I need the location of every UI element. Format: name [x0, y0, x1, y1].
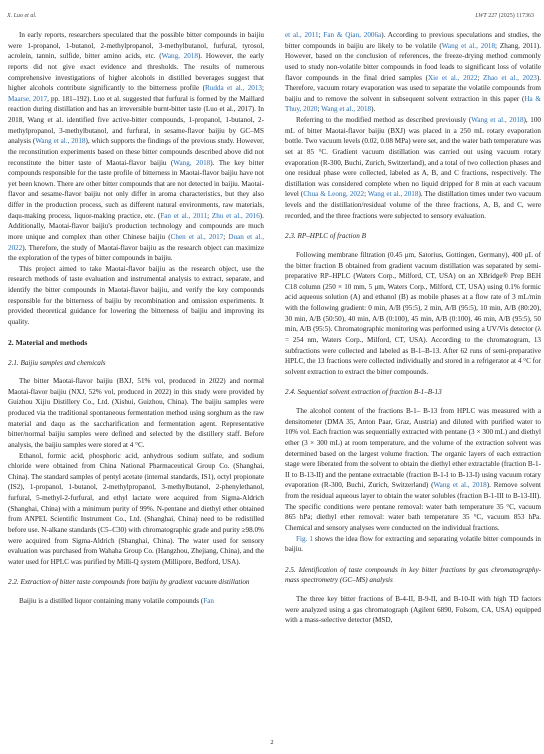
text-run: ). Therefore, vacuum rotary evaporation was used to separate the volatile compounds from baijiu and to remove the solvent in subsequent solvent extraction in this paper ( — [285, 73, 542, 103]
citation-link[interactable]: Wang et al., 2018 — [471, 116, 524, 124]
citation-link[interactable]: Chua & Leong, 2022 — [303, 190, 365, 199]
citation-link[interactable]: Zhu et al., 2016 — [211, 211, 260, 220]
text-run: ). Therefore, the study of Maotai-flavor baijiu as the research object can maximize the exploration of the types of bitter compounds in baijiu. — [8, 243, 264, 263]
running-header-journal — [475, 13, 534, 19]
citation-link[interactable]: Fan — [203, 597, 214, 605]
text-run: ; — [364, 190, 368, 199]
paragraph — [8, 30, 264, 264]
citation-link[interactable]: Rudda et al., 2013 — [204, 84, 262, 93]
subsection-heading: 2.3. RP–HPLC of fraction B — [285, 232, 366, 241]
text-run: ; — [477, 73, 484, 82]
subsection-heading: 2.2. Extraction of bitter taste compounds from baijiu by gradient vacuum distillation — [8, 578, 250, 587]
paragraph: The bitter Maotai-flavor baijiu (BXJ, 51% vol, produced in 2022) and normal Maotai-flavor baijiu (NXJ, 52% vol, produced in 2022) in this study were provided by Guizhou Xijiu Distillery Co., Ltd. (Xishui, Guizhou, China). The baijiu samples were produced via the traditional spontaneous fermentation method using sorghum as the raw material and daqu as the saccharification and fermentation agent. Representative bitter/normal baijiu samples were defined and selected by the distillery staff. Before analysis, the baijiu samples were stored at 4 °C. — [8, 377, 264, 449]
subsection-heading: 2.5. Identification of taste compounds in key bitter fractions by gas chromatography-mass spectrometry (GC–MS) analysis — [285, 565, 541, 585]
paragraph: This project aimed to take Maotai-flavor baijiu as the research object, use the research methods of taste evaluation and instrumental analysis to extract, separate, and identify the bitter compounds in Maotai-flavor baijiu, and verify the key compounds responsible for the bitterness of baijiu by recombination and omission experiments. It provided theoretical guidance for lowering the bitterness of baijiu and improving its quality. — [8, 264, 264, 326]
text-run: In early reports, researchers speculated that the possible bitter compounds in baijiu were 1-propanol, 1-butanol, 2-methylpropanol, 3-methylbutanol, furfural, tyrosol, acrolein, tannin, sulfide, bitter amino acids, etc. ( — [8, 31, 264, 61]
text-run: Baijiu is a distilled liquor containing many volatile compounds ( — [19, 597, 204, 605]
text-run: ; Zhang, 2011). However, based on the conclusion of references, the freeze-drying method commonly used to study non-volatile bitter compounds in food leads to significant loss of volatile flavor compounds in the final dried samples ( — [285, 41, 541, 82]
text-run: ). However, the early reports did not give exact evidence and thresholds. The results of numerous comprehensive investigations of higher alcohols in distilled beverages suggest that higher alcohols contribute significantly to the bitterness profile ( — [8, 52, 264, 93]
text-run: ). — [371, 105, 376, 114]
text-run: ). The key bitter compounds responsible for the taste profile of bitterness in Maotai-flavor baijiu have not yet been known. There are other bitter compounds that are not detected in baijiu. Maotai-flavor and sesame-flavor baijiu not only differ in aroma characteristics, but they also differ in the production process, such as different natural environments, raw materials, daqu-making process, liquor-making practice, etc. ( — [8, 158, 264, 220]
paragraph — [285, 406, 541, 534]
citation-link[interactable]: Maarse, 2017 — [8, 94, 48, 103]
citation-link[interactable]: Wang et al., 2018 — [367, 190, 419, 199]
citation-link[interactable]: Ha & Thuy, 2020 — [285, 94, 541, 114]
left-column — [8, 30, 264, 607]
paragraph — [285, 534, 541, 555]
text-run: ). According to previous speculations and studies, the bitter compounds in baijiu are likely to be volatile ( — [285, 31, 541, 50]
text-run: ). The distillation times under two vacuum levels and the distillation/residual volume of the three fractions, A, B, and C, were recorded, and the three fractions were subjected to sensory evaluation. — [285, 190, 541, 220]
text-run: ; — [223, 232, 229, 241]
citation-link[interactable]: Wang, 2018 — [173, 158, 211, 167]
subsection-heading: 2.4. Sequential solvent extraction of fraction B-1–B-13 — [285, 388, 442, 397]
text-run: ). Remove solvent from the residual aqueous layer to obtain the water solubles (fraction B-1-III to B-13-III). The specific conditions were pentane removal: water bath temperature 35 °C, vacuum 865 hPa; diethyl ether removal: water bath temperature 35 °C, vacuum 853 hPa. Chemical and sensory analyses were conducted on the individual fractions. — [285, 481, 541, 532]
citation-link[interactable]: Duan et al., 2022 — [8, 232, 264, 252]
text-run: ), 100 mL of bitter Maotai-flavor baijiu (BXJ) was placed in a 250 mL rotary evaporation bottle. Two vacuum levels (0.02, 0.08 MPa) were set, and the water bath temperature was set at 85 °C. Gradient vacuum distillation was carried out using vacuum rotary evaporation (R-300, Buchi, Zurich, Switzerland), and a total of two collection phases and one residual phase were collected, labeled as A, B, and C fractions, respectively. The distillation was considered complete when no liquid dripped for 8 min at each vacuum level ( — [285, 116, 541, 199]
citation-link[interactable]: Xie et al., 2022 — [427, 73, 478, 82]
citation-link[interactable]: Chen et al., 2017 — [170, 232, 224, 241]
right-column — [285, 30, 541, 626]
citation-link[interactable]: Zhao et al., 2023 — [483, 73, 537, 82]
journal-name: LWT — [475, 13, 487, 19]
running-header-authors: X. Luo et al. — [7, 13, 37, 19]
paragraph: Ethanol, formic acid, phosphoric acid, anhydrous sodium sulfate, and sodium chloride were obtained from China National Pharmaceutical Group Co. (Shanghai, China). The standard samples of pentyl acetate (internal standards, IS1), octyl propionate (IS2), 1-propanol, 1-butanol, 2-methylpropanol, 3-methylbutanol, 2-phenylethanol, furfural, 5-methyl-2-furfural, and ethyl lactate were acquired from Sigma-Aldrich (Shanghai, China) with a minimum purity of 99%. N-pentane and diethyl ether obtained from ANPEL Scientific Instrument Co., Ltd. (Shanghai, China) need to be redistilled before use. N-alkane standards (C5–C30) with chromatographic grade and purity ≥98.0% were acquired from Sigma-Aldrich (Shanghai, China). The water used for sensory evaluation was purchased from Wahaha Group Co. (Hangzhou, Zhejiang, China), and the water used for HPLC was purified by Milli-Q system (Millipore, Bedford, USA). — [8, 451, 264, 566]
text-run: ; — [207, 211, 212, 220]
citation-link[interactable]: Wang et al., 2018 — [321, 105, 372, 114]
citation-link[interactable]: Fan & Qian, 2006a — [323, 31, 382, 39]
paragraph: Following membrane filtration (0.45 μm, Satorius, Gottingen, Germany), 400 μL of the bitter fraction B obtained from gradient vacuum distillation was separated by semi-preparative RP–HPLC (Waters Corp., Milford, CT, USA) on an XBridge® Prep BEH C18 column (250 × 10 mm, 5 μm, Waters Corp., Milford, CT, USA) using 0.1% formic acid aqueous solution (A) and ethanol (B) as mobile phases at a flow rate of 3 mL/min with the following gradient: 0 min, A/B (95:5), 2 min, A/B (95:5), 10 min, A/B (80:20), 30 min, A/B (50:50), 40 min, A/B (0:100), 45 min, A/B (0:100), 46 min, A/B (95:5), 50 min, A/B (95:5). Chromatographic monitoring was performed using a UV/Vis detector (λ = 254 nm, Waters Corp., Milford, CT, USA). According to the chromatogram, 13 subfractions were collected and labeled as B-1–B-13. After 62 runs of semi-preparative HPLC, the 13 fractions were collected individually and stored in a refrigerator at 4 °C for solvent extraction to extract the bitter compounds. — [285, 250, 541, 376]
section-heading: 2. Material and methods — [8, 337, 88, 347]
text-run: Referring to the modified method as described previously ( — [296, 116, 472, 124]
citation-link[interactable]: Wang, 2018 — [161, 52, 198, 61]
text-run: ; — [262, 84, 264, 93]
text-run: ). Additionally, Maotai-flavor baijiu's production technology and compounds are much more unique and complex than other Chinese baijiu ( — [8, 211, 264, 241]
paragraph — [285, 30, 541, 115]
subsection-heading: 2.1. Baijiu samples and chemicals — [8, 358, 106, 367]
paragraph — [8, 596, 264, 607]
citation-link[interactable]: Wang et al., 2018 — [433, 481, 487, 490]
text-run: ; — [317, 105, 322, 114]
journal-volume: 227 (2025) 117363 — [488, 13, 534, 19]
text-run: The alcohol content of the fractions B-1– B-13 from HPLC was measured with a densitometer (DMA 35, Anton Paar, Graz, Austria) and diluted with purified water to 10% vol. Each fraction was sequentially extracted with pentane (3 × 300 mL) and diethyl ether (3 × 300 mL) at room temperature, and the volume of the extraction solvent was determined based on the largest volume fraction. The organic layers of each extraction stage were liberated from the solvent to obtain the diethyl ether extractable (fraction B-1-II to B-13-II) and the pentane extractable (fraction B-1-I to B-13-I) using vacuum rotary evaporation (R-300, Buchi, Zurich, Switzerland) ( — [285, 407, 541, 490]
citation-link[interactable]: Fig. 1 — [296, 534, 313, 543]
page-number: 2 — [270, 739, 274, 746]
text-run: ; — [318, 31, 324, 39]
paragraph: The three key bitter fractions of B-4-II, B-9-II, and B-10-II with high TD factors were analyzed using a gas chromatograph (Agilent 6890, Folsom, CA, USA) equipped with a mass-selective detector (MSD, — [285, 595, 541, 625]
text-run: ), which supports the findings of the previous study. However, the reconstitution experiments based on these bitter compounds described above did not reconstitute the bitter taste of Maotai-flavor baijiu ( — [8, 137, 264, 167]
citation-link[interactable]: Fan et al., 2011 — [160, 211, 208, 220]
text-run: , pp. 181–192). Luo et al. suggested that furfural is formed by the Maillard reaction during distillation and has an irreversible burnt-bitter taste (Luo et al., 2017). In 2018, Wang et al. identified five active-bitter compounds, 1-propanol, 1-butanol, 2-methylpropanol, 3-methylbutanol, and furfural, in sesame-flavor baijiu by GC–MS analysis ( — [8, 94, 264, 146]
paragraph — [285, 115, 541, 221]
citation-link[interactable]: Wang et al., 2018 — [35, 137, 86, 146]
citation-link[interactable]: et al., 2011 — [285, 31, 319, 39]
text-run: shows the idea flow for extracting and separating volatile bitter compounds in baijiu. — [285, 534, 541, 554]
citation-link[interactable]: Wang et al., 2018 — [441, 41, 496, 50]
